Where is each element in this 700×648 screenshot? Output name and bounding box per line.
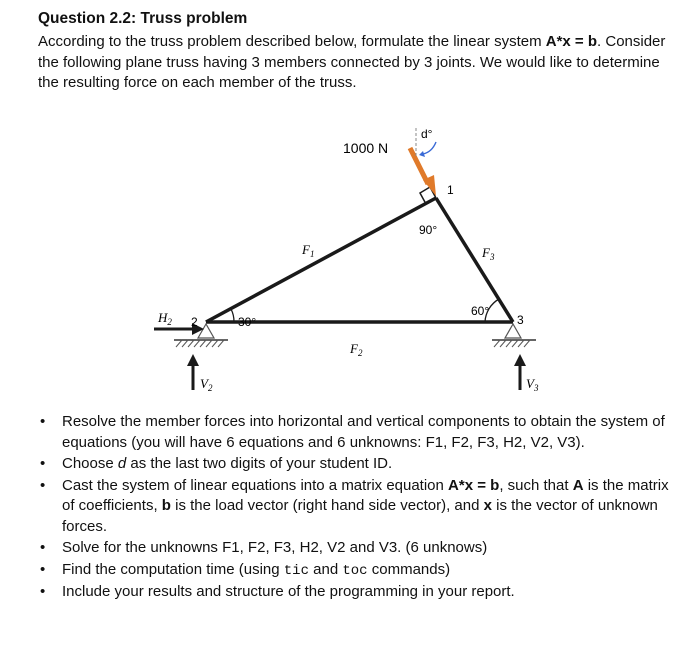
- member-1-line: [206, 198, 436, 322]
- task-text: is the load vector (right hand side vector), and: [170, 497, 484, 514]
- code-toc: toc: [342, 562, 368, 579]
- support-3-hatching: [494, 340, 530, 347]
- v3-label: $V_3$: [526, 376, 539, 393]
- load-label: 1000 N: [343, 140, 389, 156]
- intro-equation: A*x = b: [545, 33, 598, 50]
- truss-figure: [140, 118, 560, 400]
- f1-label: $F_1$: [302, 242, 315, 259]
- task-item-choose-d: [38, 454, 670, 475]
- intro-paragraph: [38, 32, 674, 94]
- angle-90-label: 90°: [419, 223, 438, 237]
- task-text: Resolve the member forces into horizontal and vertical components to obtain the system of equations (you will have 6 equations and 6 unknowns: F1, F2, F3, H2, V2, V3).: [62, 413, 665, 451]
- angle-d-arc: [423, 142, 436, 154]
- question-heading: [38, 10, 247, 28]
- task-text: as the last two digits of your student ID.: [126, 455, 393, 472]
- v3-arrow-head: [514, 354, 526, 366]
- task-item-timing: [38, 560, 670, 582]
- vector-b: b: [161, 497, 171, 514]
- bullet-icon: •: [40, 455, 46, 472]
- h2-label: $H_2$: [158, 310, 172, 327]
- bullet-icon: •: [40, 583, 46, 600]
- task-text: is the vector of unknown forces.: [62, 497, 658, 535]
- support-2-triangle: [198, 324, 214, 338]
- bullet-icon: •: [40, 539, 46, 556]
- task-item-solve: [38, 538, 670, 559]
- intro-text-1: According to the truss problem described below, formulate the linear system: [38, 33, 546, 50]
- task-text: is the matrix of coefficients,: [62, 476, 669, 514]
- f3-label: $F_3$: [482, 245, 495, 262]
- task-text: Include your results and structure of the programming in your report.: [62, 583, 515, 600]
- question-number: Question 2.2:: [38, 10, 137, 27]
- task-text: , such that: [499, 476, 573, 494]
- question-title: Truss problem: [136, 10, 248, 27]
- matrix-equation: A*x = b: [448, 476, 500, 494]
- code-tic: tic: [283, 562, 309, 579]
- task-list: [38, 412, 670, 604]
- v2-arrow-head: [187, 354, 199, 366]
- support-2-hatching: [176, 340, 224, 347]
- f2-label: $F_2$: [350, 341, 363, 358]
- task-text: Solve for the unknowns F1, F2, F3, H2, V2 and V3. (6 unknows): [62, 539, 488, 556]
- angle-30-arc: [231, 309, 234, 322]
- task-text: commands): [367, 560, 451, 578]
- task-item-resolve: [38, 412, 670, 453]
- task-text: Choose: [62, 455, 118, 472]
- task-item-matrix: [38, 476, 670, 538]
- variable-d: d: [117, 455, 127, 472]
- angle-30-label: 30°: [238, 315, 257, 329]
- joint-2-label: 2: [191, 315, 198, 329]
- task-text: and: [309, 560, 343, 578]
- truss-diagram: [140, 118, 560, 400]
- v2-label: $V_2$: [200, 376, 213, 393]
- bullet-icon: •: [40, 413, 46, 430]
- matrix-a: A: [572, 476, 584, 494]
- angle-d-label: d°: [421, 127, 433, 141]
- joint-1-label: 1: [447, 183, 454, 197]
- angle-60-label: 60°: [471, 304, 490, 318]
- bullet-icon: •: [40, 560, 46, 578]
- bullet-icon: •: [40, 476, 46, 494]
- joint-3-label: 3: [517, 313, 524, 327]
- task-text: Cast the system of linear equations into a matrix equation: [62, 476, 449, 494]
- intro-text-2: . Consider the following plane truss having 3 members connected by 3 joints. We would like to determine the resulting force on each member of the truss.: [38, 33, 666, 91]
- task-item-report: [38, 582, 670, 603]
- vector-x: x: [483, 497, 492, 514]
- task-text: Find the computation time (using: [62, 560, 284, 578]
